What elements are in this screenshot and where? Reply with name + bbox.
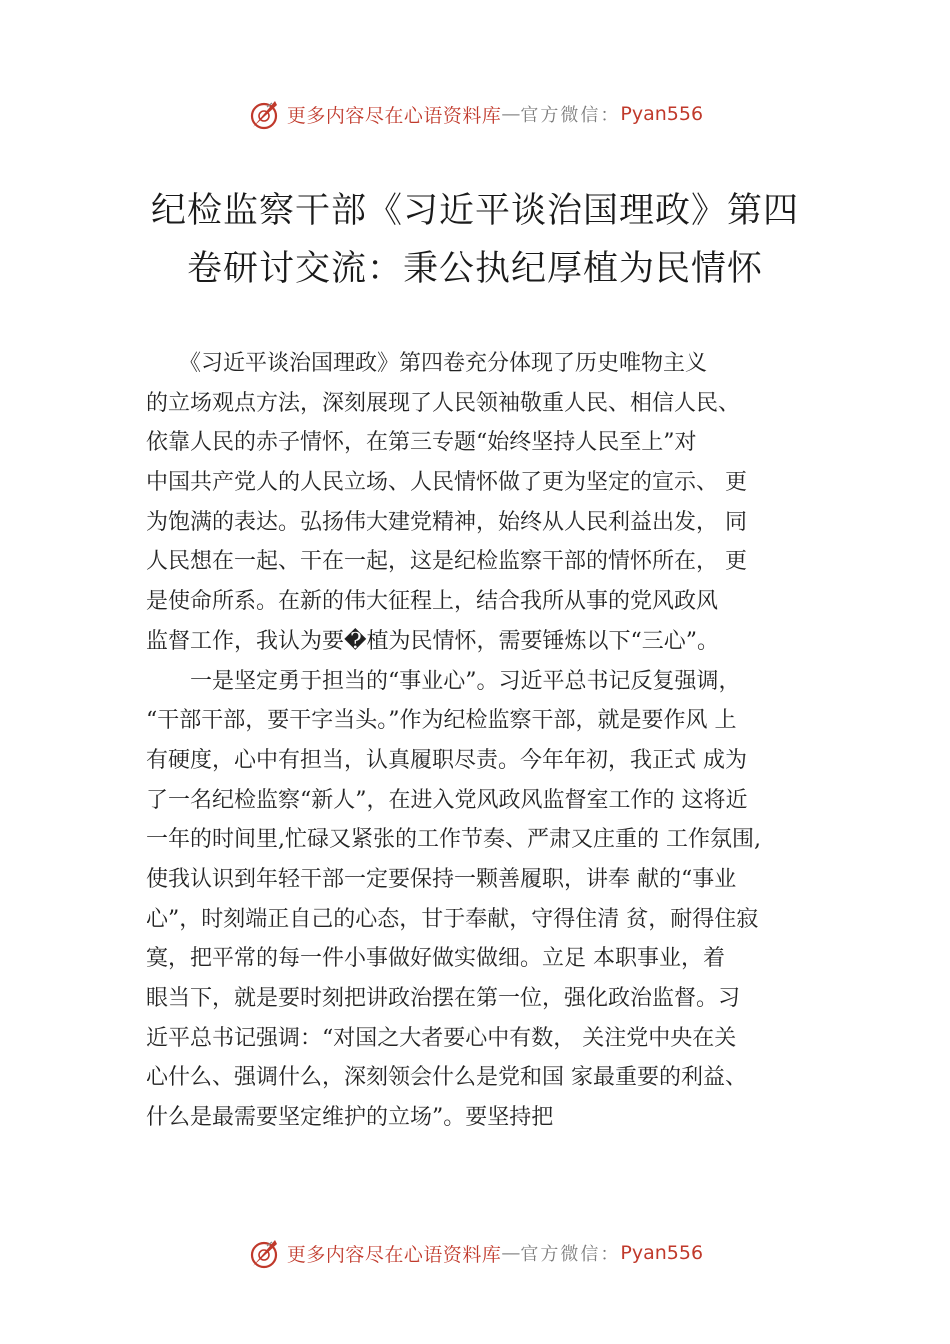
body-line: 依靠人民的赤子情怀，在第三专题“始终坚持人民至上”对 (146, 430, 697, 456)
header-watermark (0, 94, 950, 134)
watermark-wechat-label: 官方微信： (520, 105, 621, 126)
body-line: 使我认识到年轻干部一定要保持一颗善履职，讲奉 献的“事业 (146, 866, 737, 892)
body-line: 有硬度，心中有担当，认真履职尽责。今年年初，我正式 成为 (146, 747, 747, 773)
body-line: 了一名纪检监察“新人”，在进入党风政风监督室工作的 这将近 (146, 787, 748, 813)
footer-watermark (0, 1233, 950, 1273)
watermark-brand: 更多内容尽在心语资料库 (286, 104, 502, 127)
title-line: 卷研讨交流：秉公执纪厚植为民情怀 (186, 249, 763, 289)
body-line: “干部干部，要干字当头。”作为纪检监察干部，就是要作风 上 (146, 708, 737, 734)
quill-pen-logo-icon (247, 1236, 281, 1270)
watermark-separator: — (501, 1242, 521, 1264)
body-line: 一年的时间里,忙碌又紧张的工作节奏、严肃又庄重的 工作氛围, (146, 827, 761, 853)
body-line: 中国共产党人的人民立场、人民情怀做了更为坚定的宣示、 更 (146, 470, 747, 496)
body-line: 什么是最需要坚定维护的立场”。要坚持把 (146, 1105, 554, 1131)
body-line: 《习近平谈治国理政》第四卷充分体现了历史唯物主义 (146, 351, 708, 376)
body-line: 的立场观点方法，深刻展现了人民领袖敬重人民、相信人民、 (146, 390, 741, 416)
body-line: 一是坚定勇于担当的“事业心”。习近平总书记反复强调， (146, 668, 741, 694)
quill-pen-logo-icon (247, 97, 281, 131)
body-line: 心什么、强调什么，深刻领会什么是党和国 家最重要的利益、 (146, 1065, 747, 1091)
body-line: 监督工作，我认为要�植为民情怀，需要锤炼以下“三心”。 (146, 628, 720, 654)
body-line: 近平总书记强调：“对国之大者要心中有数， 关注党中央在关 (146, 1025, 737, 1051)
body-line: 眼当下，就是要时刻把讲政治摆在第一位，强化政治监督。习 (146, 986, 741, 1011)
body-line: 心”，时刻端正自己的心态，甘于奉献，守得住清 贫，耐得住寂 (146, 906, 759, 932)
watermark-separator: — (501, 103, 521, 125)
body-line: 人民想在一起、干在一起，这是纪检监察干部的情怀所在， 更 (146, 549, 747, 575)
body-line: 寞，把平常的每一件小事做好做实做细。立足 本职事业，着 (146, 946, 725, 972)
body-line: 是使命所系。在新的伟大征程上，结合我所从事的党风政风 (146, 589, 719, 615)
watermark-brand: 更多内容尽在心语资料库 (286, 1243, 502, 1266)
document-title (100, 182, 850, 298)
watermark-wechat-id: Pyan556 (620, 1242, 704, 1264)
body-line: 为饱满的表达。弘扬伟大建党精神，始终从人民利益出发， 同 (146, 509, 747, 535)
title-line: 纪检监察干部《习近平谈治国理政》第四 (150, 191, 799, 231)
watermark-wechat-label: 官方微信： (520, 1244, 621, 1265)
watermark-wechat-id: Pyan556 (620, 103, 704, 125)
document-body (146, 344, 836, 1138)
